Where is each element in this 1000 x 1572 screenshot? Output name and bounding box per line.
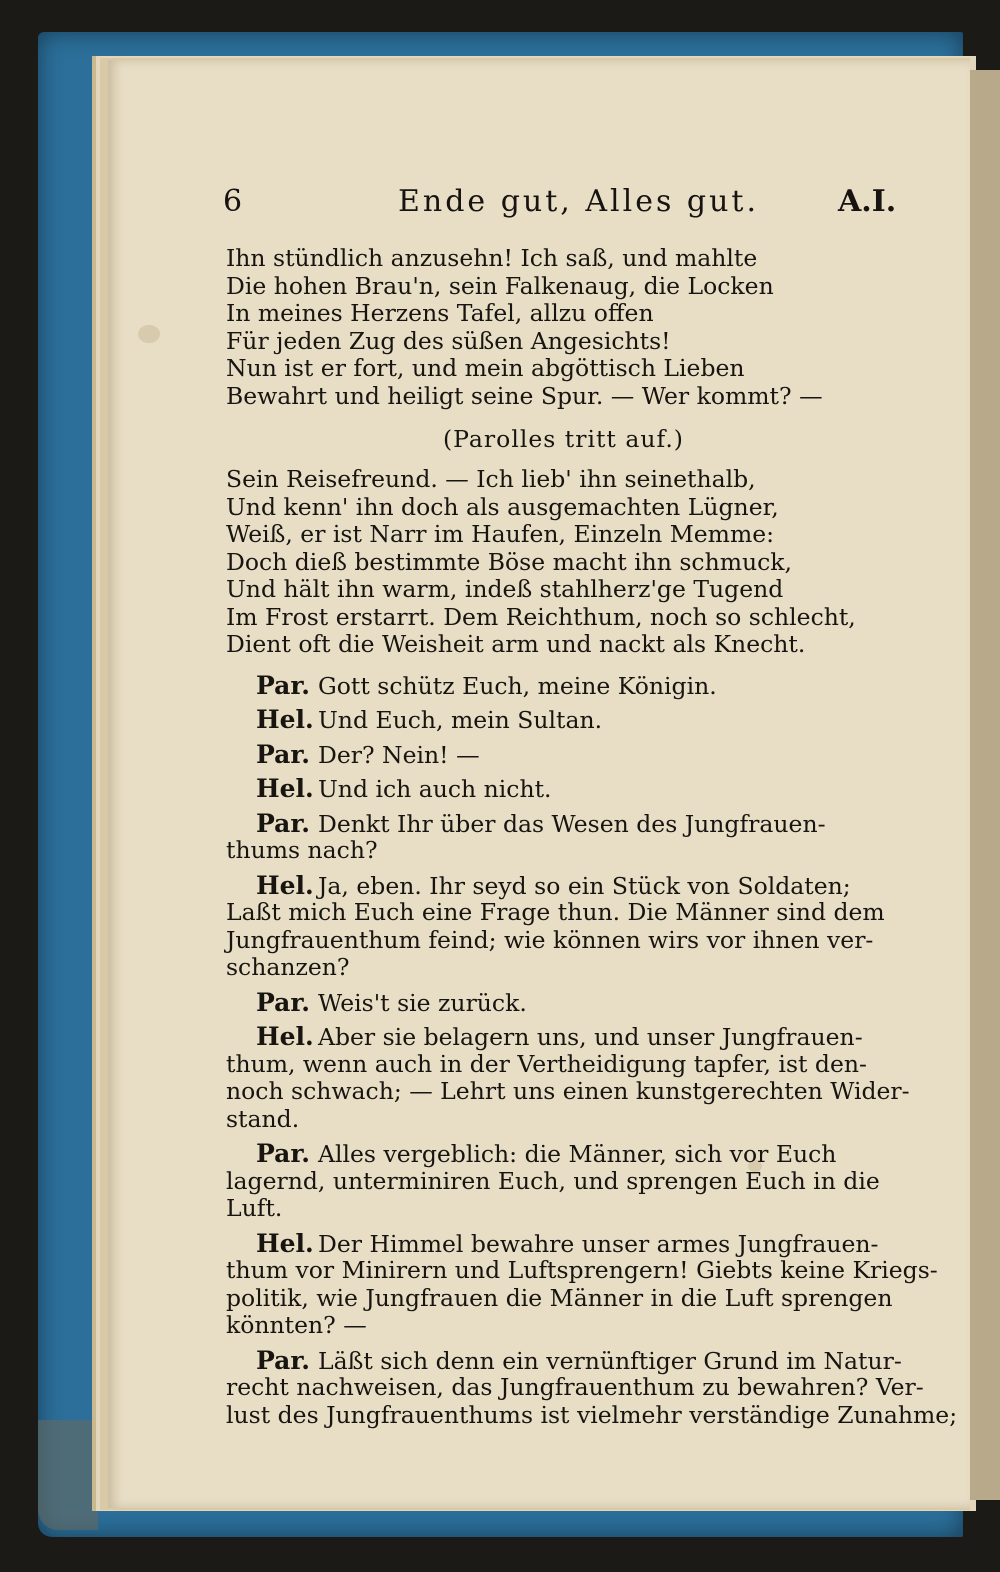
speech-text: recht nachweisen, das Jungfrauenthum zu bewahren? Ver- [226,1373,924,1401]
speech-line [226,810,901,838]
page-number: 6 [223,184,243,219]
speech [226,1022,910,1133]
dialogue [226,670,958,1430]
speech-line [226,1256,938,1285]
speech-line [226,1168,901,1196]
verse-line: Dient oft die Weisheit arm und nackt als Knecht. [226,630,806,658]
speech-text: lust des Jungfrauenthums ist vielmehr verständige Zunahme; [226,1400,958,1429]
speaker-label: Par. [256,987,310,1017]
verse-line: In meines Herzens Tafel, allzu offen [226,299,654,327]
speech [226,989,901,1017]
speech-text: noch schwach; — Lehrt uns einen kunstgerechten Wider- [226,1077,910,1105]
speech-line [226,1140,901,1168]
speaker-label: Par. [256,1345,310,1375]
speech-text: schanzen? [226,953,350,981]
speech-line [226,1285,901,1313]
speech-line [226,1023,901,1051]
verse-line: Weiß, er ist Narr im Haufen, Einzeln Memme: [226,520,775,548]
speech-text: Läßt sich denn ein vernünftiger Grund im Natur- [318,1346,902,1375]
speaker-label: Hel. [256,774,314,803]
speech-line [226,872,901,900]
speaker-label: Hel. [256,870,314,900]
speaker-label: Par. [256,670,310,700]
page-text [226,244,958,1429]
speech [226,775,901,803]
speech-text: Luft. [226,1194,283,1222]
speech-text: Weis't sie zurück. [318,988,527,1017]
verse-line: Bewahrt und heiligt seine Spur. — Wer kommt? — [226,381,823,410]
speaker-label: Par. [256,808,310,838]
speech-text: thums nach? [226,836,378,864]
verse-line: Und kenn' ihn doch als ausgemachten Lügner, [226,492,779,521]
speech-text: Ja, eben. Ihr seyd so ein Stück von Soldaten; [318,871,851,900]
speech-text: Alles vergeblich: die Männer, sich vor Euch [318,1140,837,1168]
speech-text: Denkt Ihr über das Wesen des Jungfrauen- [318,809,826,838]
book-page [108,60,970,1508]
speech-line [226,672,901,700]
verse-line: Für jeden Zug des süßen Angesichts! [226,326,671,355]
speech-text: Und Euch, mein Sultan. [318,706,603,734]
verse-line: Ihn stündlich anzusehn! Ich saß, und mahlte [226,244,758,272]
speaker-label: Hel. [256,705,314,734]
foxing-spot [138,325,160,343]
speech-line [226,1195,901,1223]
verse-line: Sein Reisefreund. — Ich lieb' ihn seinethalb, [226,465,756,493]
speech-text: thum, wenn auch in der Vertheidigung tapfer, ist den- [226,1049,867,1078]
speech [226,1228,938,1340]
speech-line [226,775,901,803]
speech-line [226,706,901,734]
verse-line: Die hohen Brau'n, sein Falkenaug, die Locken [226,271,774,300]
speaker-label: Hel. [256,1228,314,1258]
speech [226,810,901,865]
speech [226,1140,901,1223]
stage-direction: (Parolles tritt auf.) [443,425,684,453]
speech-text: Und ich auch nicht. [318,775,552,803]
running-title: Ende gut, Alles gut. [398,184,760,219]
speech [226,872,901,982]
speech-text: Der Himmel bewahre unser armes Jungfrauen- [318,1229,879,1258]
speaker-label: Par. [256,1139,310,1168]
speech-text: Der? Nein! — [318,740,480,769]
speech [226,741,901,769]
speech-text: lagernd, unterminiren Euch, und sprengen Euch in die [226,1166,880,1195]
speech-line [226,837,901,865]
page-header [108,178,970,228]
speech-line [226,927,901,955]
speech [226,672,901,700]
speech-line [226,1373,924,1402]
verse-line: Und hält ihn warm, indeß stahlherz'ge Tugend [226,575,784,603]
verse-line: Im Frost erstarrt. Dem Reichthum, noch so schlecht, [226,602,856,631]
speech-text: thum vor Minirern und Luftsprengern! Giebts keine Kriegs- [226,1256,938,1284]
verse-block-1 [226,245,901,410]
speaker-label: Par. [256,739,310,769]
speech-text: Gott schütz Euch, meine Königin. [318,671,717,700]
speech-text: Jungfrauenthum feind; wie können wirs vor ihnen ver- [226,925,874,954]
speech-line [226,741,901,769]
speech [226,1345,958,1430]
speech-line [226,1400,958,1430]
speech-line [226,1230,901,1258]
cover-wear [38,1420,98,1530]
speech-line [226,1347,901,1375]
verse-line: Nun ist er fort, und mein abgöttisch Lieben [226,354,745,382]
verse-block-2 [226,466,901,659]
speech-line [226,954,901,982]
speech-line [226,1312,901,1340]
speech-line [226,989,901,1017]
speech-text: Laßt mich Euch eine Frage thun. Die Männer sind dem [226,898,885,926]
speech-text: politik, wie Jungfrauen die Männer in die Luft sprengen [226,1283,893,1312]
speech [226,706,901,734]
speech-line [226,1106,901,1134]
speech-line [226,1077,910,1106]
speaker-label: Hel. [256,1022,314,1051]
speech-line [226,899,901,927]
verse-line: Doch dieß bestimmte Böse macht ihn schmuck, [226,547,793,576]
speech-line [226,1051,901,1079]
act-marker: A.I. [838,184,897,219]
speech-text: könnten? — [226,1311,367,1339]
speech-text: stand. [226,1104,300,1133]
speech-text: Aber sie belagern uns, und unser Jungfrauen- [318,1023,863,1051]
